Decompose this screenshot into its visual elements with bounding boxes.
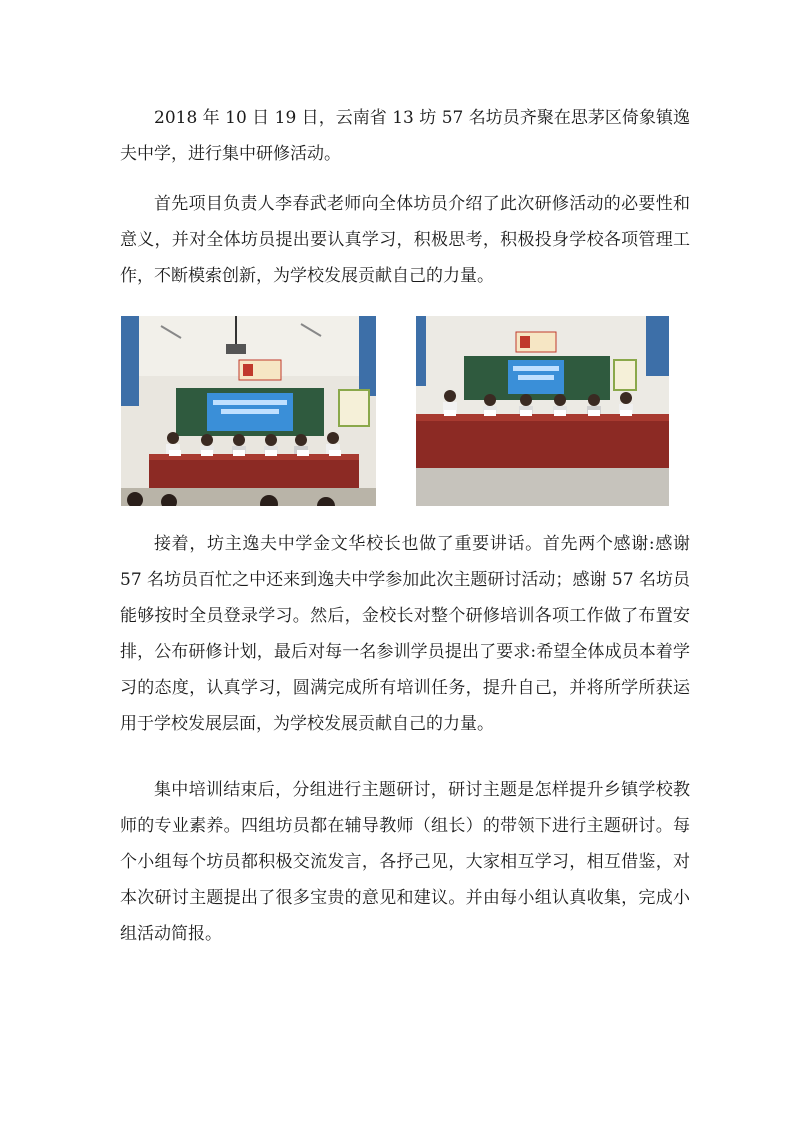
paragraph-leader-introduction: 首先项目负责人李春武老师向全体坊员介绍了此次研修活动的必要性和意义，并对全体坊员提出要认真学习，积极思考，积极投身学校各项管理工作，不断模索创新，为学校发展贡献自己的力量。 — [120, 194, 690, 286]
paragraph-group-discussion: 集中培训结束后，分组进行主题研讨，研讨主题是怎样提升乡镇学校教师的专业素养。四组坊员都在辅导教师（组长）的带领下进行主题研讨。每个小组每个坊员都积极交流发言，各抒己见，大家相互学习，相互借鉴，对本次研讨主题提出了很多宝贵的意见和建议。并由每小组认真收集，完成小组活动简报。 — [120, 780, 690, 944]
paragraph-principal-speech: 接着，坊主逸夫中学金文华校长也做了重要讲话。首先两个感谢:感谢 57 名坊员百忙之中还来到逸夫中学参加此次主题研讨活动；感谢 57 名坊员能够按时全员登录学习。然后，金校长对整个研修培训各项工作做了布置安排，公布研修计划，最后对每一名参训学员提出了要求:希望全体成员本着学习的态度，认真学习，圆满完成所有培训任务，提升自己，并将所学所获运用于学校发展层面，为学校发展贡献自己的力量。 — [120, 534, 690, 734]
meeting-photo-right-image — [416, 316, 669, 506]
meeting-photo-left — [121, 316, 376, 506]
meeting-photo-left-image — [121, 316, 376, 506]
paragraph-intro: 2018 年 10 日 19 日，云南省 13 坊 57 名坊员齐聚在思茅区倚象镇逸夫中学，进行集中研修活动。 — [120, 108, 690, 164]
meeting-photo-right — [416, 316, 669, 506]
